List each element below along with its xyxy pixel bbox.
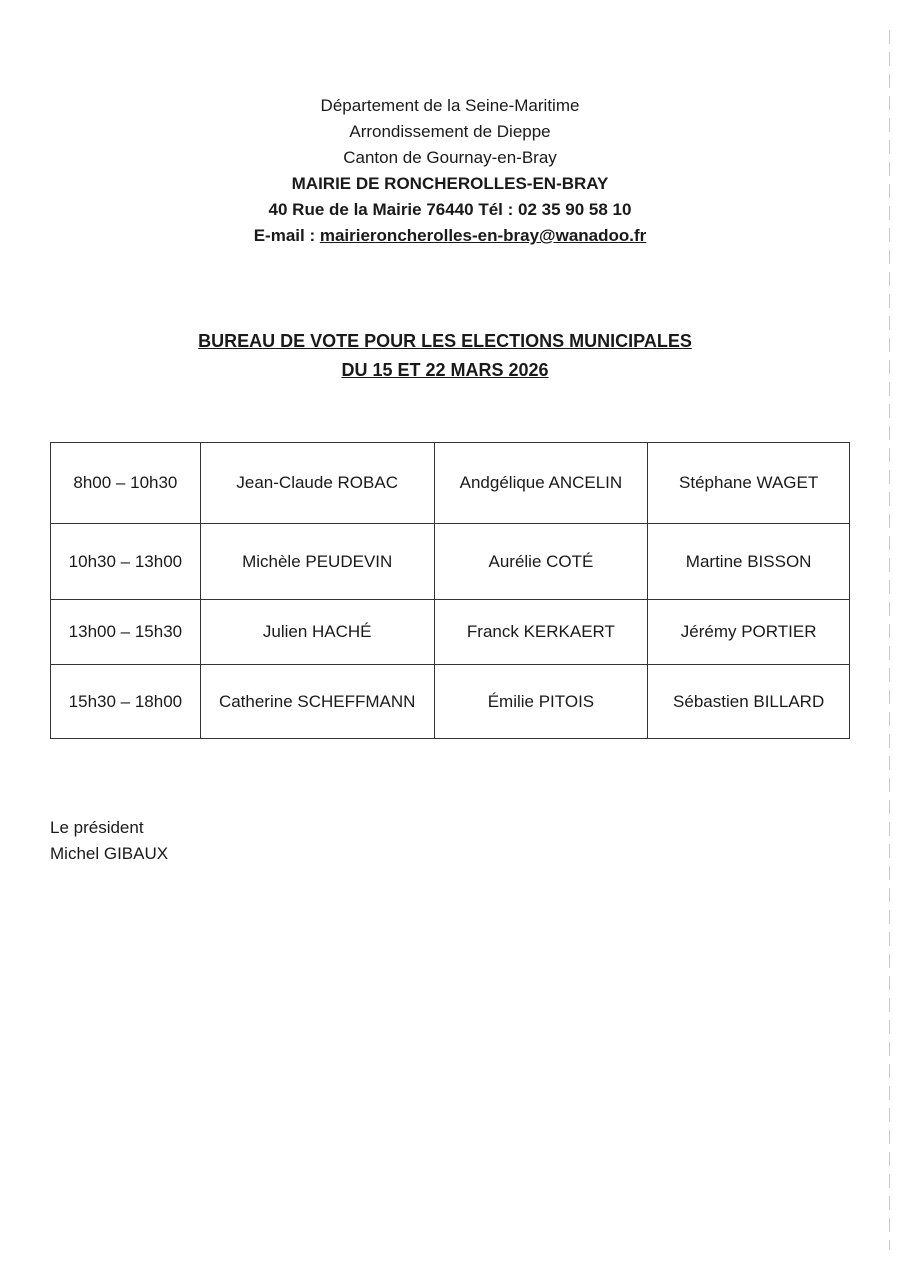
signatory-name: Michel GIBAUX <box>50 844 169 863</box>
email-label: E-mail : <box>253 226 320 245</box>
signature-block <box>50 815 168 867</box>
assessor-1: Michèle PEUDEVIN <box>200 524 434 600</box>
email-line <box>0 223 900 249</box>
assessor-3: Martine BISSON <box>648 524 850 600</box>
table-row <box>51 443 850 524</box>
title-line-2: DU 15 ET 22 MARS 2026 <box>341 360 549 380</box>
document-title <box>0 327 890 385</box>
time-slot: 13h00 – 15h30 <box>51 600 201 665</box>
table-row <box>51 524 850 600</box>
mairie-name: MAIRIE DE RONCHEROLLES-EN-BRAY <box>291 174 609 193</box>
assessor-3: Sébastien BILLARD <box>648 665 850 739</box>
time-slot: 15h30 – 18h00 <box>51 665 201 739</box>
title-line-1: BUREAU DE VOTE POUR LES ELECTIONS MUNICIPALES <box>198 331 692 351</box>
canton-line: Canton de Gournay-en-Bray <box>343 148 557 167</box>
polling-schedule-table <box>50 442 850 739</box>
mairie-address: 40 Rue de la Mairie 76440 Tél : 02 35 90 58 10 <box>268 200 632 219</box>
email-link[interactable]: mairieroncherolles-en-bray@wanadoo.fr <box>319 226 647 245</box>
assessor-2: Émilie PITOIS <box>434 665 648 739</box>
assessor-3: Stéphane WAGET <box>648 443 850 524</box>
table-row <box>51 600 850 665</box>
table-row <box>51 665 850 739</box>
assessor-2: Andgélique ANCELIN <box>434 443 648 524</box>
departement-line: Département de la Seine-Maritime <box>320 96 580 115</box>
assessor-2: Aurélie COTÉ <box>434 524 648 600</box>
assessor-3: Jérémy PORTIER <box>648 600 850 665</box>
time-slot: 8h00 – 10h30 <box>51 443 201 524</box>
time-slot: 10h30 – 13h00 <box>51 524 201 600</box>
assessor-1: Jean-Claude ROBAC <box>200 443 434 524</box>
assessor-1: Catherine SCHEFFMANN <box>200 665 434 739</box>
signatory-role: Le président <box>50 818 144 837</box>
assessor-2: Franck KERKAERT <box>434 600 648 665</box>
arrondissement-line: Arrondissement de Dieppe <box>349 122 551 141</box>
letterhead <box>0 93 900 249</box>
assessor-1: Julien HACHÉ <box>200 600 434 665</box>
